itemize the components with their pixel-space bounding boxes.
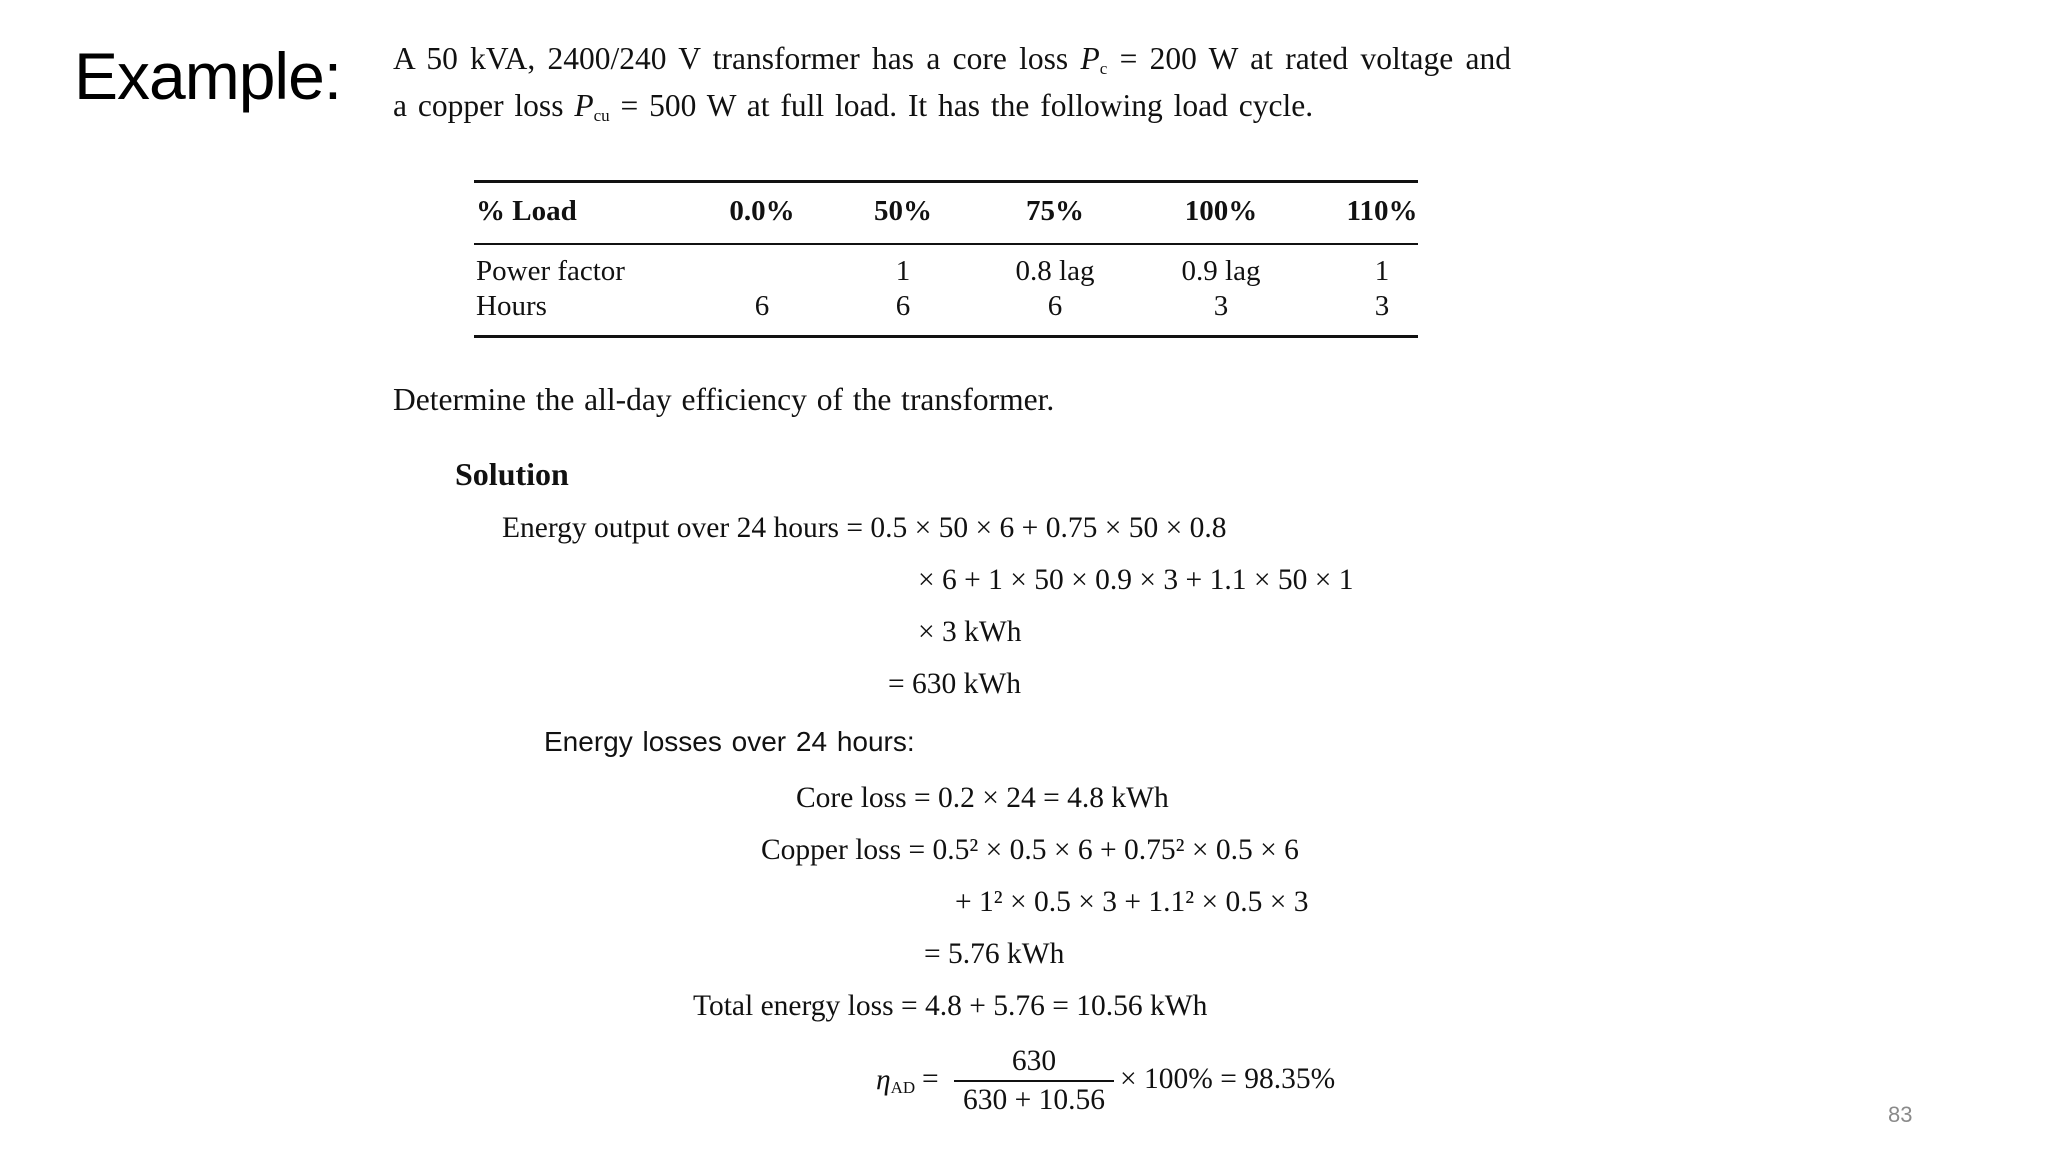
table-cell: 6 bbox=[895, 290, 911, 322]
table-cell: 0.8 lag bbox=[1015, 255, 1095, 287]
core-loss-line: Core loss = 0.2 × 24 = 4.8 kWh bbox=[796, 782, 1169, 814]
slide-title: Example: bbox=[74, 39, 342, 113]
efficiency-result: × 100% = 98.35% bbox=[1120, 1063, 1336, 1095]
energy-output-line: × 3 kWh bbox=[918, 616, 1022, 648]
efficiency-equals: = bbox=[922, 1063, 939, 1095]
copper-loss-line: Copper loss = 0.5² × 0.5 × 6 + 0.75² × 0.5 × 6 bbox=[761, 834, 1299, 866]
total-energy-loss-line: Total energy loss = 4.8 + 5.76 = 10.56 kWh bbox=[693, 990, 1208, 1022]
load-cycle-table bbox=[474, 180, 1418, 338]
page-number: 83 bbox=[1888, 1102, 1913, 1127]
table-cell: 6 bbox=[754, 290, 770, 322]
table-cell: 1 bbox=[1374, 255, 1390, 287]
efficiency-fraction bbox=[954, 1044, 1114, 1118]
energy-output-result: = 630 kWh bbox=[888, 668, 1021, 700]
table-header-cell: 0.0% bbox=[729, 195, 795, 227]
table-cell: 6 bbox=[1047, 290, 1063, 322]
problem-text-part3: = 500 W at full load. It has the following load cycle. bbox=[609, 88, 1314, 123]
efficiency-symbol bbox=[876, 1064, 915, 1098]
table-header-row bbox=[474, 183, 1418, 245]
copper-loss-subscript: cu bbox=[593, 106, 610, 125]
energy-losses-heading: Energy losses over 24 hours: bbox=[544, 726, 915, 757]
problem-text-part2: = 200 W at rated voltage and a copper loss bbox=[393, 41, 1511, 123]
table-row bbox=[474, 290, 1418, 325]
table-body bbox=[474, 245, 1418, 335]
copper-loss-symbol: P bbox=[574, 88, 594, 123]
problem-statement bbox=[393, 40, 1511, 134]
table-header-cell: 110% bbox=[1346, 195, 1418, 227]
problem-text-part1: A 50 kVA, 2400/240 V transformer has a core loss bbox=[393, 41, 1081, 76]
table-header-cell: 75% bbox=[1026, 195, 1084, 227]
table-row-label: Hours bbox=[476, 290, 547, 322]
energy-output-line: × 6 + 1 × 50 × 0.9 × 3 + 1.1 × 50 × 1 bbox=[918, 564, 1354, 596]
table-row-label: Power factor bbox=[476, 255, 625, 287]
question-text: Determine the all-day efficiency of the transformer. bbox=[393, 382, 1055, 417]
table-cell: 0.9 lag bbox=[1181, 255, 1261, 287]
efficiency-subscript: AD bbox=[890, 1078, 916, 1097]
table-header-cell: 100% bbox=[1184, 195, 1258, 227]
copper-loss-result: = 5.76 kWh bbox=[924, 938, 1065, 970]
eta-symbol: η bbox=[876, 1064, 891, 1096]
table-row bbox=[474, 255, 1418, 290]
core-loss-subscript: c bbox=[1099, 59, 1108, 78]
fraction-numerator: 630 bbox=[954, 1044, 1114, 1082]
table-cell: 3 bbox=[1374, 290, 1390, 322]
table-header-label: % Load bbox=[476, 195, 577, 227]
copper-loss-line: + 1² × 0.5 × 3 + 1.1² × 0.5 × 3 bbox=[955, 886, 1309, 918]
core-loss-symbol: P bbox=[1080, 41, 1100, 76]
solution-heading: Solution bbox=[455, 456, 569, 492]
energy-output-line: Energy output over 24 hours = 0.5 × 50 × 6 + 0.75 × 50 × 0.8 bbox=[502, 512, 1227, 544]
table-cell: 1 bbox=[895, 255, 911, 287]
fraction-denominator: 630 + 10.56 bbox=[962, 1084, 1105, 1116]
table-cell: 3 bbox=[1213, 290, 1229, 322]
table-header-cell: 50% bbox=[874, 195, 932, 227]
